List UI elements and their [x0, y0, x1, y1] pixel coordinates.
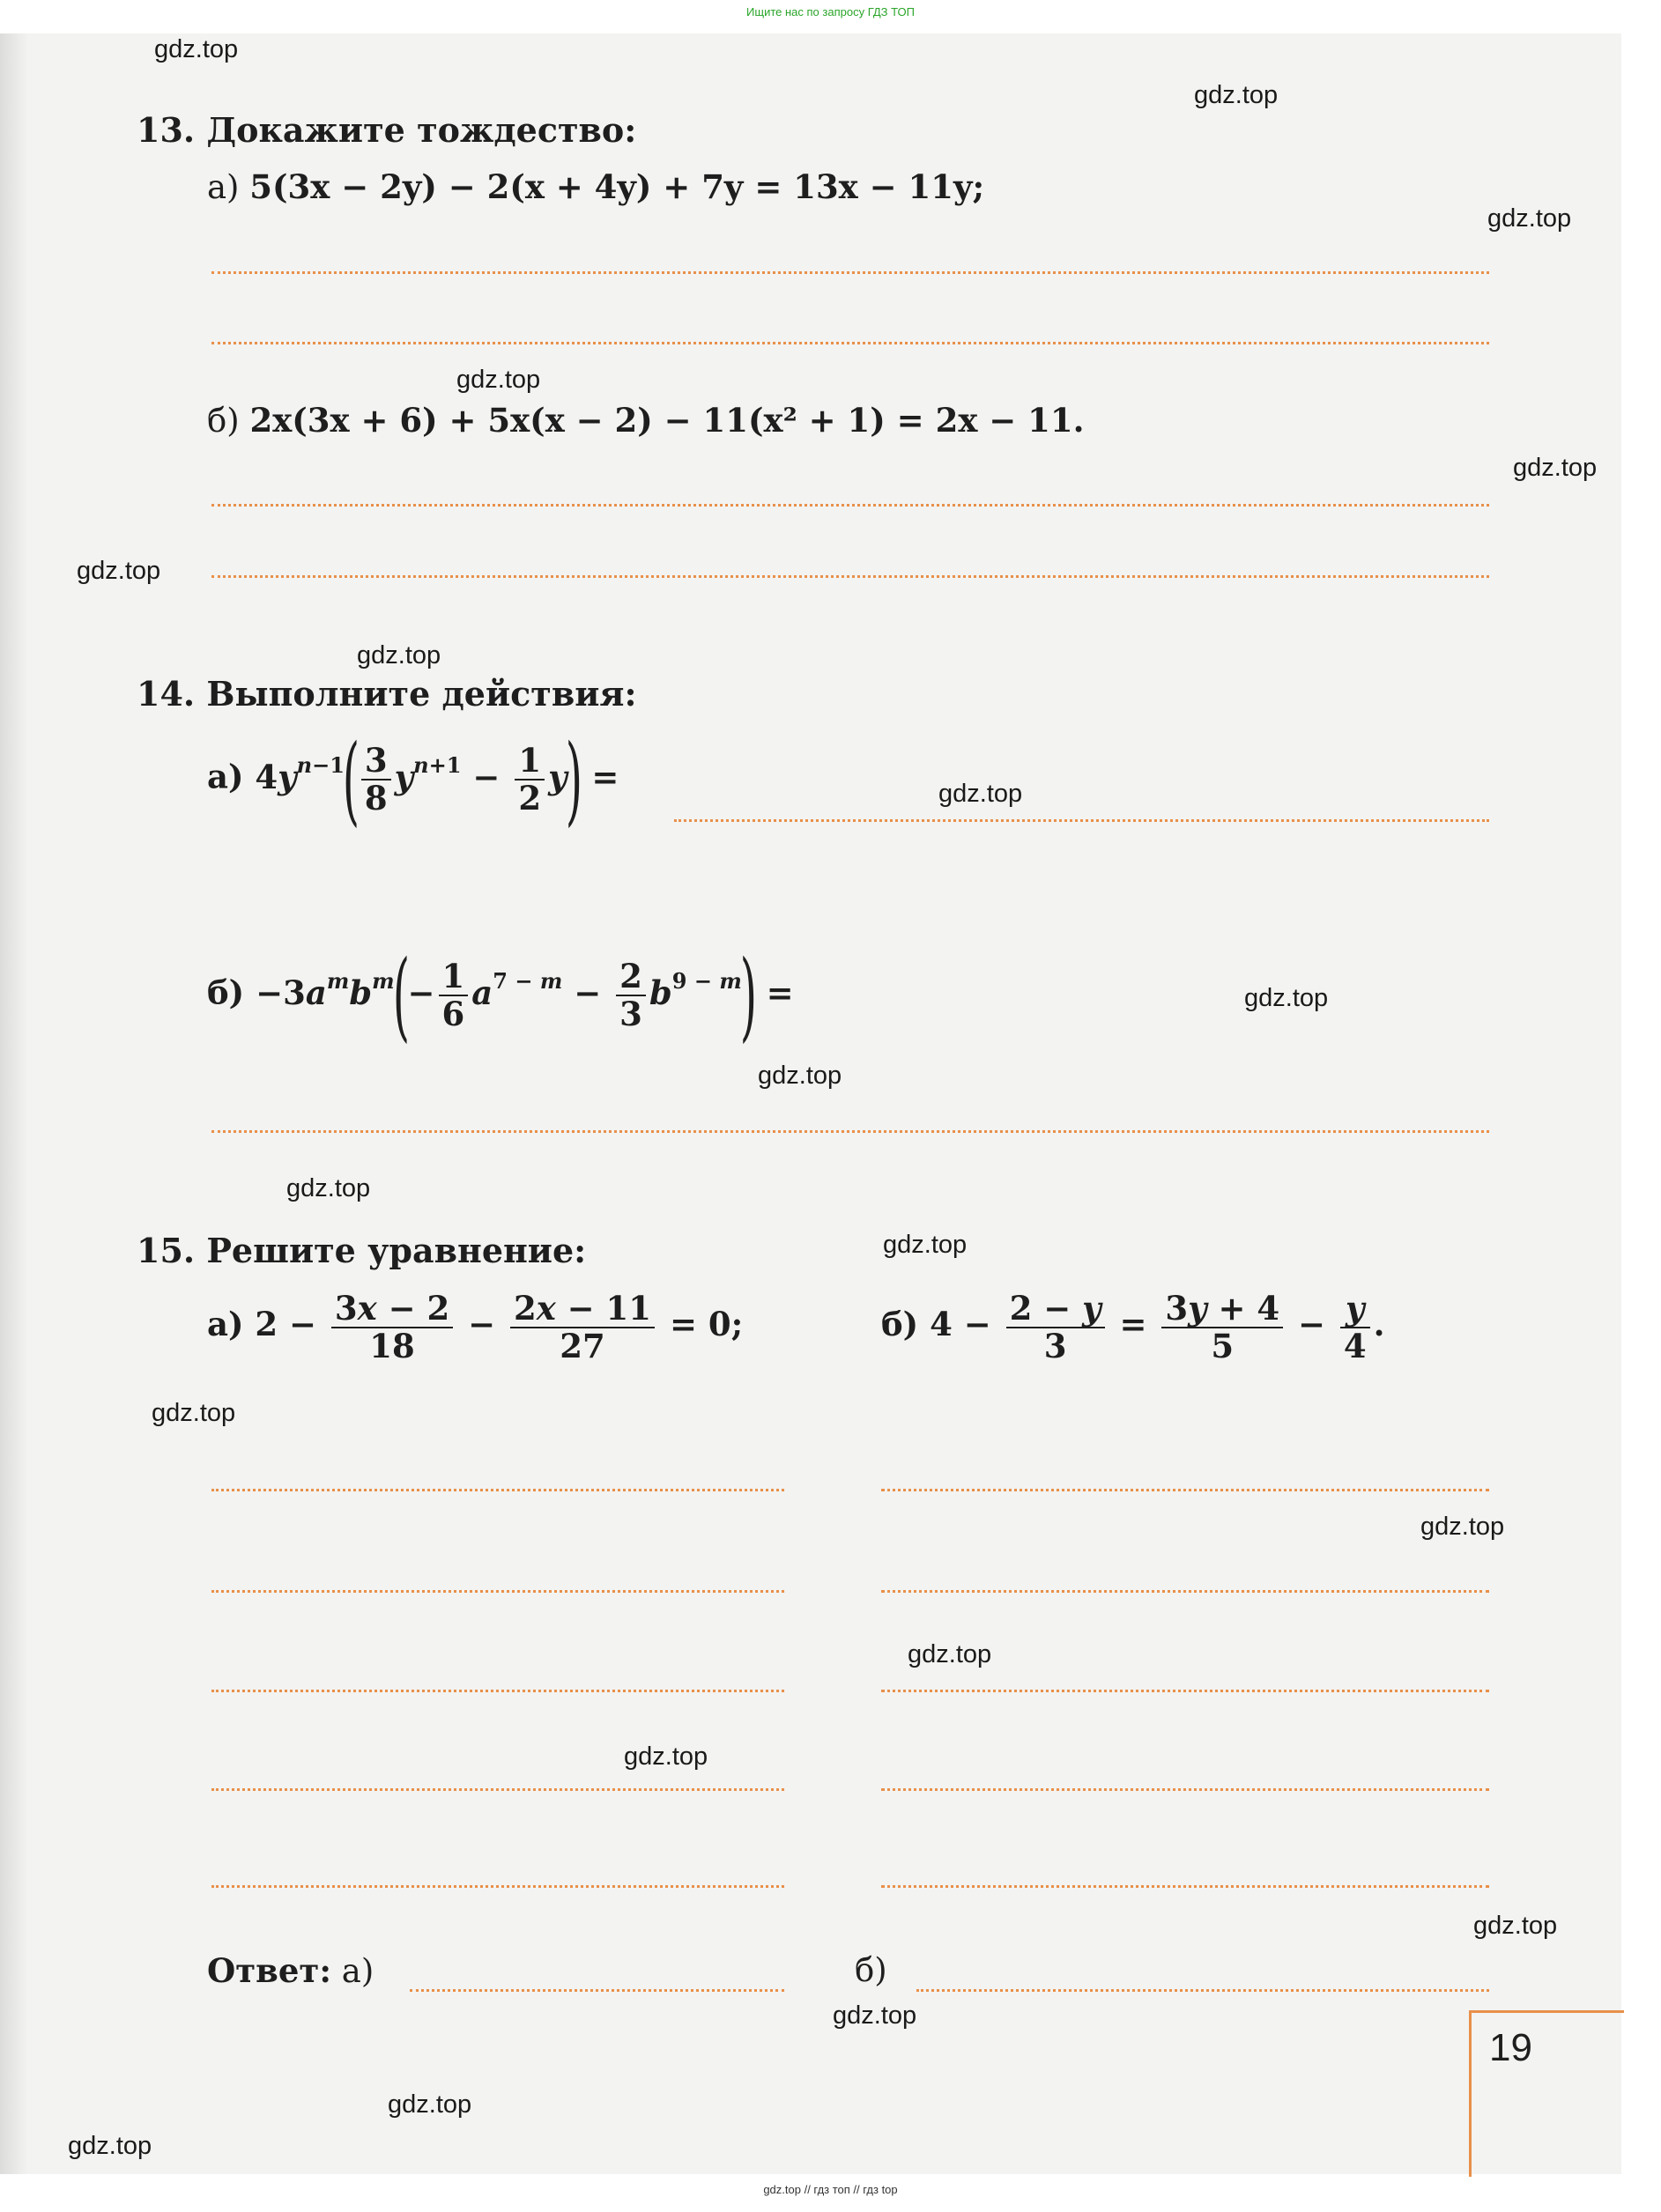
task-14b-expression: $-3a^mb^m(-$ $\frac{1}{6}$ $a^{7 - m}$ − $\frac{2}{3}$ $b^{9 - m}$) = — [256, 939, 794, 1052]
task-15a-label: а) — [207, 1305, 244, 1344]
task-15a-expression: 2 − $\frac{3x - 2}{18}$ − $\frac{2x - 11}{27}$ = 0; — [255, 1289, 744, 1365]
task-14-heading — [137, 674, 637, 714]
task-14b-label: б) — [207, 973, 245, 1012]
task-14a — [207, 723, 619, 836]
task-14b — [207, 939, 794, 1052]
answer-a-line[interactable] — [410, 1989, 784, 1992]
task-15b — [881, 1291, 1385, 1364]
answer-line[interactable] — [211, 575, 1489, 578]
task-14-title: Выполните действия: — [206, 674, 637, 714]
watermark: gdz.top — [154, 35, 239, 63]
watermark: gdz.top — [1244, 984, 1329, 1012]
watermark: gdz.top — [456, 366, 541, 394]
answer-line[interactable] — [881, 1690, 1489, 1692]
watermark: gdz.top — [624, 1742, 708, 1771]
task-15b-label: б) — [881, 1305, 919, 1344]
watermark: gdz.top — [883, 1231, 968, 1259]
task-15a — [207, 1291, 743, 1364]
watermark: gdz.top — [286, 1174, 371, 1202]
task-13a-label: а) — [207, 168, 240, 206]
task-14a-label: а) — [207, 757, 244, 796]
answer-line[interactable] — [881, 1489, 1489, 1491]
answer-line[interactable] — [881, 1885, 1489, 1888]
task-13b-label: б) — [207, 402, 240, 440]
task-13a — [207, 167, 984, 206]
answer-line[interactable] — [211, 271, 1489, 274]
task-15-answer — [207, 1951, 374, 1990]
task-13b — [207, 401, 1085, 440]
answer-line[interactable] — [211, 1130, 1489, 1133]
answer-line[interactable] — [211, 342, 1489, 344]
page-number: 19 — [1489, 2026, 1532, 2069]
bottom-banner[interactable]: gdz.top // гдз топ // гдз top — [763, 2183, 898, 2196]
watermark: gdz.top — [908, 1640, 992, 1668]
answer-line[interactable] — [674, 819, 1489, 822]
watermark: gdz.top — [1420, 1513, 1505, 1541]
task-13-number: 13. — [137, 110, 196, 150]
answer-line[interactable] — [211, 1885, 784, 1888]
watermark: gdz.top — [1487, 204, 1572, 233]
watermark: gdz.top — [68, 2132, 152, 2160]
watermark: gdz.top — [1513, 454, 1598, 482]
answer-label: Ответ: — [207, 1951, 331, 1990]
watermark: gdz.top — [833, 2001, 917, 2030]
answer-line[interactable] — [211, 1690, 784, 1692]
answer-line[interactable] — [211, 1590, 784, 1593]
task-15-title: Решите уравнение: — [206, 1231, 587, 1270]
answer-line[interactable] — [211, 504, 1489, 507]
task-13-title: Докажите тождество: — [206, 110, 637, 150]
task-13-heading — [137, 110, 636, 150]
watermark: gdz.top — [1194, 81, 1279, 109]
page-spine-shadow — [0, 33, 28, 2174]
watermark: gdz.top — [152, 1399, 236, 1427]
answer-line[interactable] — [211, 1788, 784, 1791]
task-14a-expression: $4y^{n-1}$( $\frac{3}{8}$ $y^{n+1}$ − $\frac{1}{2}$ y) = — [255, 723, 619, 836]
answer-b-line[interactable] — [916, 1989, 1489, 1992]
task-13a-expression: 5(3x − 2y) − 2(x + 4y) + 7y = 13x − 11y; — [249, 167, 985, 206]
watermark: gdz.top — [938, 780, 1023, 808]
task-15-number: 15. — [137, 1231, 196, 1270]
watermark: gdz.top — [1473, 1912, 1558, 1940]
task-13b-expression: 2x(3x + 6) + 5x(x − 2) − 11(x² + 1) = 2x − 11. — [249, 401, 1085, 440]
watermark: gdz.top — [758, 1062, 842, 1090]
task-15b-expression: 4 − $\frac{2 - y}{3}$ = $\frac{3y + 4}{5}$ − $\frac{y}{4}$ . — [930, 1289, 1385, 1365]
task-15-heading — [137, 1231, 586, 1270]
answer-b-label: б) — [855, 1951, 887, 1989]
workbook-page — [0, 33, 1621, 2174]
top-banner[interactable]: Ищите нас по запросу ГДЗ ТОП — [746, 5, 915, 18]
answer-line[interactable] — [881, 1788, 1489, 1791]
watermark: gdz.top — [388, 2090, 472, 2119]
answer-line[interactable] — [211, 1489, 784, 1491]
watermark: gdz.top — [357, 641, 441, 670]
task-14-number: 14. — [137, 674, 196, 714]
watermark: gdz.top — [77, 557, 161, 585]
answer-line[interactable] — [881, 1590, 1489, 1593]
answer-a-label: а) — [341, 1952, 374, 1990]
